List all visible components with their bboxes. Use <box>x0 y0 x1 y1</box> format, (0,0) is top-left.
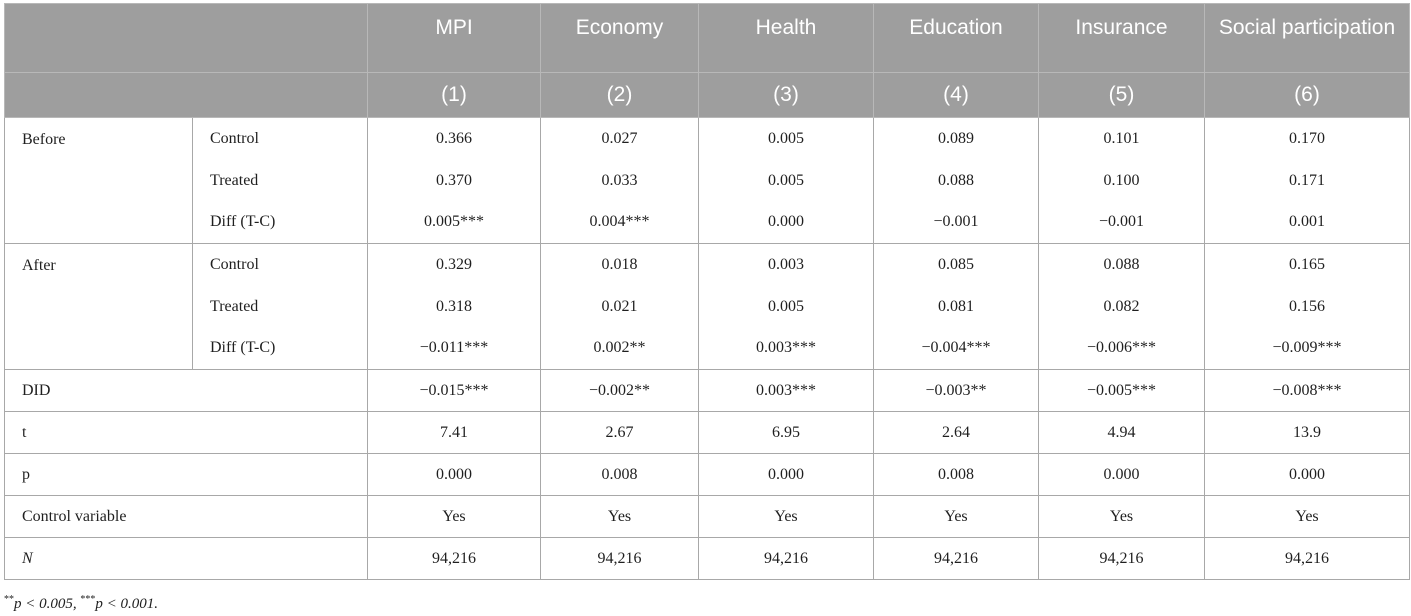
column-header-number: (4) <box>874 73 1039 118</box>
row-label: Diff (T-C) <box>193 328 368 370</box>
row-label: Control <box>193 244 368 286</box>
table-cell: 0.000 <box>1039 454 1205 496</box>
table-row <box>5 244 1410 286</box>
footnote-text-double: p < 0.005, <box>14 596 81 612</box>
table-cell: 94,216 <box>699 538 874 580</box>
table-cell: 0.085 <box>874 244 1039 286</box>
table-row <box>5 118 1410 160</box>
table-row <box>5 160 1410 202</box>
table-cell: 0.003 <box>699 244 874 286</box>
table-cell: −0.003** <box>874 370 1039 412</box>
table-row <box>5 454 1410 496</box>
table-cell: 0.000 <box>1205 454 1410 496</box>
column-header-number: (1) <box>368 73 541 118</box>
header-empty-cell <box>5 4 368 73</box>
table-cell: 0.000 <box>699 202 874 244</box>
table-cell: −0.011*** <box>368 328 541 370</box>
table-cell: 0.021 <box>541 286 699 328</box>
table-cell: 0.101 <box>1039 118 1205 160</box>
table-cell: Yes <box>1205 496 1410 538</box>
table-cell: 0.165 <box>1205 244 1410 286</box>
table-cell: 0.170 <box>1205 118 1410 160</box>
table-cell: −0.015*** <box>368 370 541 412</box>
table-cell: 0.033 <box>541 160 699 202</box>
table-cell: 0.001 <box>1205 202 1410 244</box>
table-cell: −0.001 <box>1039 202 1205 244</box>
table-cell: −0.009*** <box>1205 328 1410 370</box>
column-header-number: (5) <box>1039 73 1205 118</box>
table-cell: 0.018 <box>541 244 699 286</box>
table-cell: 0.027 <box>541 118 699 160</box>
group-label: After <box>5 244 193 370</box>
table-cell: 0.171 <box>1205 160 1410 202</box>
table-cell: Yes <box>541 496 699 538</box>
column-header-name: Education <box>874 4 1039 73</box>
table-cell: 0.088 <box>1039 244 1205 286</box>
table-cell: 0.000 <box>699 454 874 496</box>
footnote-marker-double: ** <box>4 594 14 605</box>
table-row <box>5 328 1410 370</box>
table-cell: 13.9 <box>1205 412 1410 454</box>
table-row <box>5 412 1410 454</box>
table-cell: Yes <box>699 496 874 538</box>
column-header-name: Economy <box>541 4 699 73</box>
table-cell: 0.366 <box>368 118 541 160</box>
row-label: DID <box>5 370 368 412</box>
table-cell: 0.008 <box>541 454 699 496</box>
table-cell: 0.005*** <box>368 202 541 244</box>
table-cell: 2.64 <box>874 412 1039 454</box>
table-cell: −0.005*** <box>1039 370 1205 412</box>
table-row <box>5 496 1410 538</box>
table-cell: 0.100 <box>1039 160 1205 202</box>
table-cell: −0.006*** <box>1039 328 1205 370</box>
column-header-name: MPI <box>368 4 541 73</box>
table-cell: 0.005 <box>699 286 874 328</box>
table-cell: 0.088 <box>874 160 1039 202</box>
table-cell: 94,216 <box>1039 538 1205 580</box>
results-table <box>4 3 1410 580</box>
column-header-number: (2) <box>541 73 699 118</box>
table-cell: −0.002** <box>541 370 699 412</box>
table-cell: 0.089 <box>874 118 1039 160</box>
table-cell: 2.67 <box>541 412 699 454</box>
footnote-marker-triple: *** <box>80 594 96 605</box>
table-cell: 6.95 <box>699 412 874 454</box>
table-cell: 0.000 <box>368 454 541 496</box>
table-row <box>5 202 1410 244</box>
table-cell: 94,216 <box>874 538 1039 580</box>
table-cell: 94,216 <box>1205 538 1410 580</box>
table-cell: 0.329 <box>368 244 541 286</box>
table-cell: 0.002** <box>541 328 699 370</box>
column-header-number: (3) <box>699 73 874 118</box>
footnote-text-triple: p < 0.001. <box>95 596 158 612</box>
table-cell: −0.004*** <box>874 328 1039 370</box>
row-label: p <box>5 454 368 496</box>
header-empty-cell <box>5 73 368 118</box>
table-cell: Yes <box>874 496 1039 538</box>
table-cell: 0.081 <box>874 286 1039 328</box>
table-cell: 0.003*** <box>699 370 874 412</box>
table-cell: 7.41 <box>368 412 541 454</box>
row-label: Diff (T-C) <box>193 202 368 244</box>
row-label: t <box>5 412 368 454</box>
row-label: N <box>5 538 368 580</box>
table-cell: Yes <box>368 496 541 538</box>
column-header-name: Insurance <box>1039 4 1205 73</box>
table-cell: 0.370 <box>368 160 541 202</box>
table-row <box>5 286 1410 328</box>
table-row <box>5 370 1410 412</box>
row-label: Treated <box>193 286 368 328</box>
row-label: Treated <box>193 160 368 202</box>
table-cell: 0.004*** <box>541 202 699 244</box>
column-header-number: (6) <box>1205 73 1410 118</box>
table-header <box>5 4 1410 118</box>
column-header-name: Health <box>699 4 874 73</box>
table-cell: 94,216 <box>368 538 541 580</box>
table-cell: 0.318 <box>368 286 541 328</box>
row-label: Control variable <box>5 496 368 538</box>
group-label: Before <box>5 118 193 244</box>
row-label: Control <box>193 118 368 160</box>
table-cell: 4.94 <box>1039 412 1205 454</box>
footnote <box>4 594 158 613</box>
table-cell: −0.001 <box>874 202 1039 244</box>
table-cell: −0.008*** <box>1205 370 1410 412</box>
table-cell: 94,216 <box>541 538 699 580</box>
table-cell: 0.005 <box>699 118 874 160</box>
table-cell: 0.005 <box>699 160 874 202</box>
table-cell: 0.156 <box>1205 286 1410 328</box>
table-row <box>5 538 1410 580</box>
table-body <box>5 118 1410 580</box>
table-cell: 0.003*** <box>699 328 874 370</box>
table-cell: Yes <box>1039 496 1205 538</box>
table-cell: 0.008 <box>874 454 1039 496</box>
column-header-name: Social participation <box>1205 4 1410 73</box>
table-cell: 0.082 <box>1039 286 1205 328</box>
